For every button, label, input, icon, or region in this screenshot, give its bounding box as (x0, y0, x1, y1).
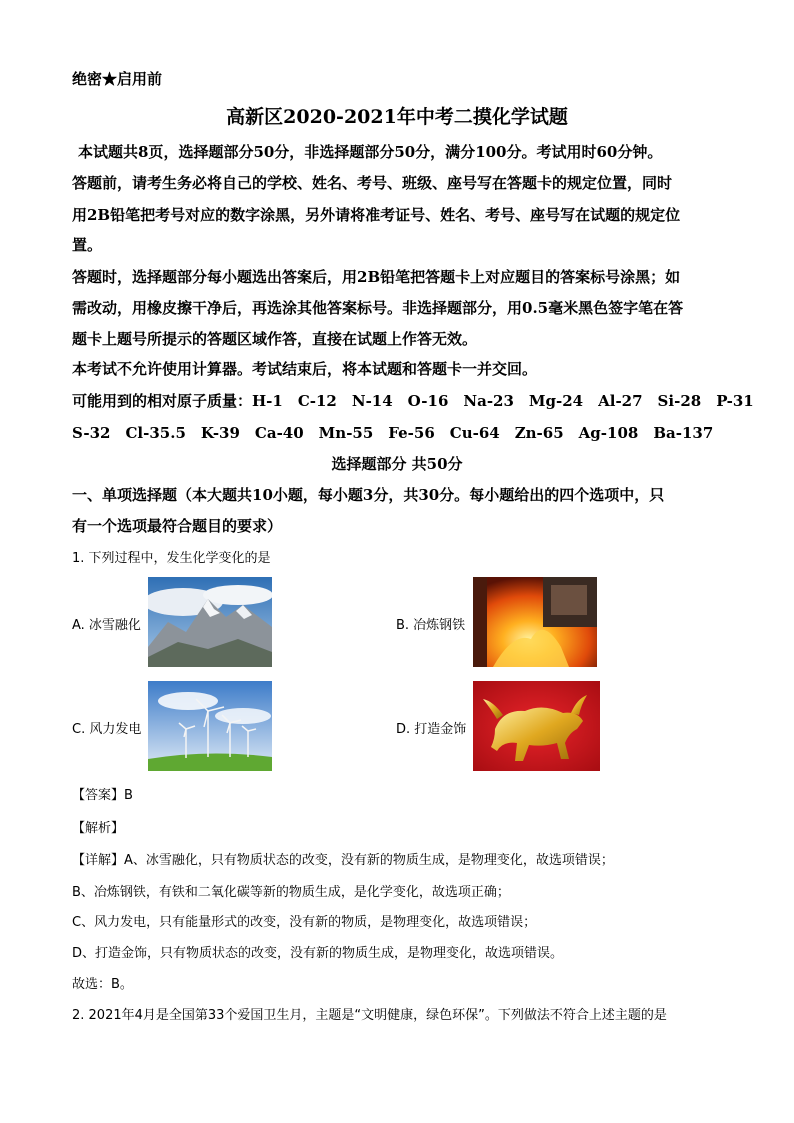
question-1-explanation-b: B、冶炼钢铁，有铁和二氧化碳等新的物质生成，是化学变化，故选项正确； (72, 885, 510, 900)
option-a-label: A. 冰雪融化 (72, 618, 141, 633)
secret-mark: 绝密★启用前 (72, 70, 163, 88)
instruction-line-7: 题卡上题号所提示的答题区域作答，直接在试题上作答无效。 (72, 330, 478, 348)
option-d-label: D. 打造金饰 (396, 722, 467, 737)
instruction-line-6: 需改动，用橡皮擦干净后，再选涂其他答案标号。非选择题部分，用0.5毫米黑色签字笔在答 (72, 299, 684, 317)
question-1-stem: 1. 下列过程中，发生化学变化的是 (72, 551, 271, 566)
instruction-line-3: 用2B铅笔把考号对应的数字涂黑，另外请将准考证号、姓名、考号、座号写在试题的规定位 (72, 206, 681, 224)
atomic-mass-line-1: 可能用到的相对原子质量：H-1 C-12 N-14 O-16 Na-23 Mg-24 Al-27 Si-28 P-31 (72, 392, 754, 410)
atomic-mass-line-2: S-32 Cl-35.5 K-39 Ca-40 Mn-55 Fe-56 Cu-64 Zn-65 Ag-108 Ba-137 (72, 424, 714, 442)
instruction-line-8: 本考试不允许使用计算器。考试结束后，将本试题和答题卡一并交回。 (72, 360, 538, 378)
part-heading-line-1: 一、单项选择题（本大题共10小题，每小题3分，共30分。每小题给出的四个选项中，只 (72, 486, 665, 504)
option-d-image (473, 681, 600, 771)
part-heading-line-2: 有一个选项最符合题目的要求） (72, 517, 283, 535)
option-a-image (148, 577, 272, 667)
detail-label: 【详解】 (72, 853, 125, 868)
section-title: 选择题部分 共50分 (331, 455, 463, 473)
question-1-conclusion: 故选：B。 (72, 977, 133, 992)
question-1-analysis-label: 【解析】 (72, 821, 125, 836)
page-title: 高新区2020-2021年中考二摸化学试题 (226, 106, 568, 128)
question-1-answer: 【答案】B (72, 788, 133, 803)
question-1-explanation-c: C、风力发电，只有能量形式的改变，没有新的物质，是物理变化，故选项错误； (72, 915, 537, 930)
question-2-stem: 2. 2021年4月是全国第33个爱国卫生月，主题是“文明健康，绿色环保”。下列做法不符合上述主题的是 (72, 1008, 667, 1023)
instruction-line-1: 本试题共8页，选择题部分50分，非选择题部分50分，满分100分。考试用时60分钟。 (78, 143, 663, 161)
instruction-line-2: 答题前，请考生务必将自己的学校、姓名、考号、班级、座号写在答题卡的规定位置，同时 (72, 174, 673, 192)
option-b-image (473, 577, 597, 667)
option-c-image (148, 681, 272, 771)
option-b-label: B. 冶炼钢铁 (396, 618, 466, 633)
instruction-line-4: 置。 (72, 236, 103, 254)
question-1-explanation-a: 【详解】A、冰雪融化，只有物质状态的改变，没有新的物质生成，是物理变化，故选项错误； (72, 853, 614, 868)
question-1-explanation-d: D、打造金饰，只有物质状态的改变，没有新的物质生成，是物理变化，故选项错误。 (72, 946, 564, 961)
instruction-line-5: 答题时，选择题部分每小题选出答案后，用2B铅笔把答题卡上对应题目的答案标号涂黑；如 (72, 268, 681, 286)
option-c-label: C. 风力发电 (72, 722, 142, 737)
